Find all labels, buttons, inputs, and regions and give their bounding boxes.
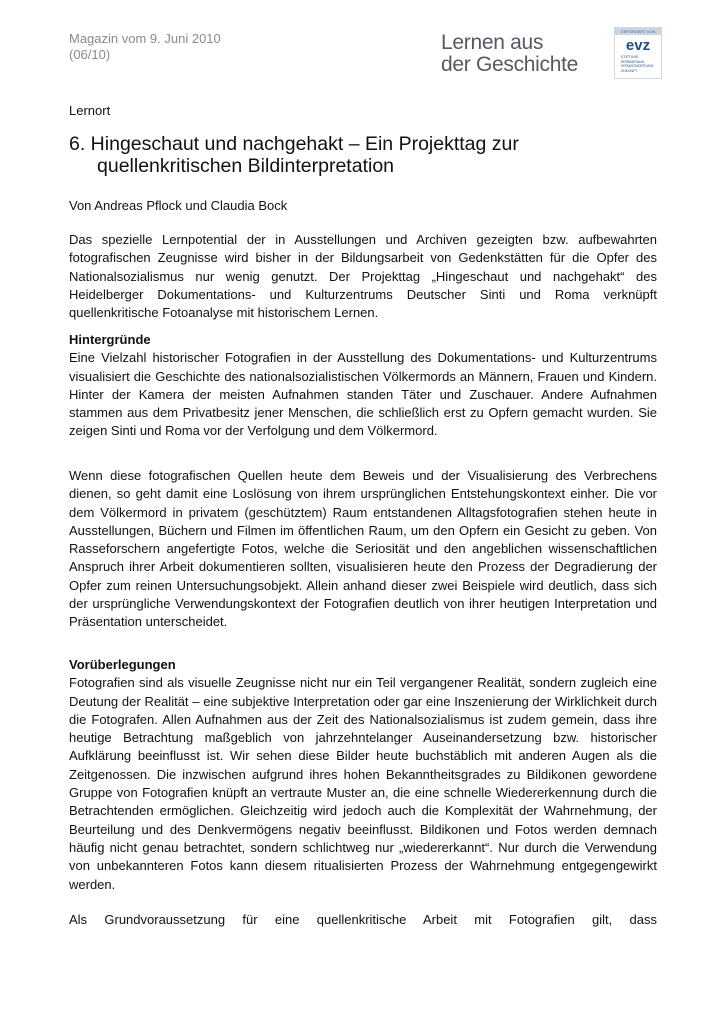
section-label: Lernort: [69, 103, 111, 118]
paragraph-wenn: Wenn diese fotografischen Quellen heute dem Beweis und der Visualisierung des Verbrechens dienen, so geht damit eine Loslösung von ihrem ursprünglichen Entstehungskontext einher. Die vor dem Völkermord in privatem (geschütztem) Raum entstandenen Alltagsfotografien stehen heute in Ausstellungen, Büchern und Filmen im öffentlichen Raum, um den Opfern ein Gesicht zu geben. Von Rasseforschern angefertigte Fotos, welche die Seriosität und den angeblichen wissenschaftlichen Anspruch ihrer Arbeit dokumentieren sollten, visualisieren heute den Prozess der Degradierung der Opfer zum reinen Untersuchungsobjekt. Allein anhand dieser zwei Beispiele wird deutlich, dass sich der ursprüngliche Verwendungskontext der Fotografien deutlich von ihrer heutigen Interpretation und Präsentation unterscheidet.: [69, 468, 657, 630]
paragraph-grundvoraussetzung: Als Grundvoraussetzung für eine quellenkritische Arbeit mit Fotografien gilt, dass: [69, 912, 657, 927]
magazine-issue: (06/10): [69, 47, 111, 62]
logo-line-2: der Geschichte: [441, 53, 579, 76]
evz-mark: evz: [625, 37, 651, 54]
section-hintergruende: [69, 331, 657, 441]
section-vorueberlegungen: [69, 656, 657, 894]
evz-foundation-logo: [614, 27, 662, 79]
title-line-2: quellenkritischen Bildinterpretation: [97, 155, 395, 177]
evz-sub-1: STIFTUNG: [621, 55, 639, 59]
evz-sub-2: ERINNERUNG: [621, 59, 645, 64]
heading-vorueberlegungen: Vorüberlegungen: [69, 657, 176, 672]
evz-sub-3: VERANTWORTUNG: [621, 64, 654, 68]
article-authors: Von Andreas Pflock und Claudia Bock: [69, 198, 288, 213]
evz-sub-4: ZUKUNFT: [621, 68, 638, 73]
paragraph-vorueberlegungen: Fotografien sind als visuelle Zeugnisse nicht nur ein Teil vergangener Realität, sondern zugleich eine Deutung der Realität – eine subjektive Interpretation oder gar eine Inszenierung der Wirklichkeit durch die Fotografen. Allen Aufnahmen aus der Zeit des Nationalsozialismus ist zudem gemein, dass ihre heutige Betrachtung maßgeblich von jahrzehntelanger Auseinandersetzung bzw. historischer Aufklärung beeinflusst ist. Wir sehen diese Bilder heute buchstäblich mit anderen Augen als die Zeitgenossen. Die inzwischen aufgrund ihres hohen Bekanntheitsgrades zu Bildikonen gewordene Gruppe von Fotografien knüpft an vertraute Muster an, die eine schnelle Wiedererkennung durch die Betrachtenden ermöglichen. Gleichzeitig wird jedoch auch die Komplexität der Wahrnehmung, der Beurteilung und des Denkvermögens negativ beeinflusst. Bildikonen und Fotos werden demnach häufig nicht genau betrachtet, sondern schlichtweg nur „wiedererkannt“. Nur durch die Verwendung von unbekannteren Fotos kann diesem ritualisierten Prozess der Wahrnehmung entgegengewirkt werden.: [69, 675, 657, 892]
logo-line-1: Lernen aus: [441, 31, 544, 54]
paragraph-hintergruende: Eine Vielzahl historischer Fotografien in der Ausstellung des Dokumentations- und Kulturzentrums visualisiert die Geschichte des nationalsozialistischen Völkermords an Männern, Frauen und Kindern. Hinter der Kamera der meisten Aufnahmen standen Täter und Zuschauer. Andere Aufnahmen stammen aus dem Privatbesitz jener Menschen, die schließlich erst zu Opfern gemacht wurden. Sie zeigen Sinti und Roma vor der Verfolgung und dem Völkermord.: [69, 350, 657, 439]
lernen-aus-der-geschichte-logo: [441, 32, 578, 76]
magazine-date: Magazin vom 9. Juni 2010: [69, 31, 221, 46]
magazine-meta: [69, 31, 221, 63]
title-line-1: 6. Hingeschaut und nachgehakt – Ein Projekttag zur: [69, 133, 519, 155]
evz-top-label: GEFÖRDERT VON: [615, 28, 661, 35]
intro-paragraph: Das spezielle Lernpotential der in Ausstellungen und Archiven gezeigten bzw. aufbewahrten fotografischen Zeugnisse wird bisher in der Bildungsarbeit von Gedenkstätten für die Opfer des Nationalsozialismus nur wenig genutzt. Der Projekttag „Hingeschaut und nachgehakt“ des Heidelberger Dokumentations- und Kulturzentrums Deutscher Sinti und Roma verknüpft quellenkritische Fotoanalyse mit historischem Lernen.: [69, 232, 657, 321]
article-title: [69, 133, 629, 177]
heading-hintergruende: Hintergründe: [69, 332, 151, 347]
